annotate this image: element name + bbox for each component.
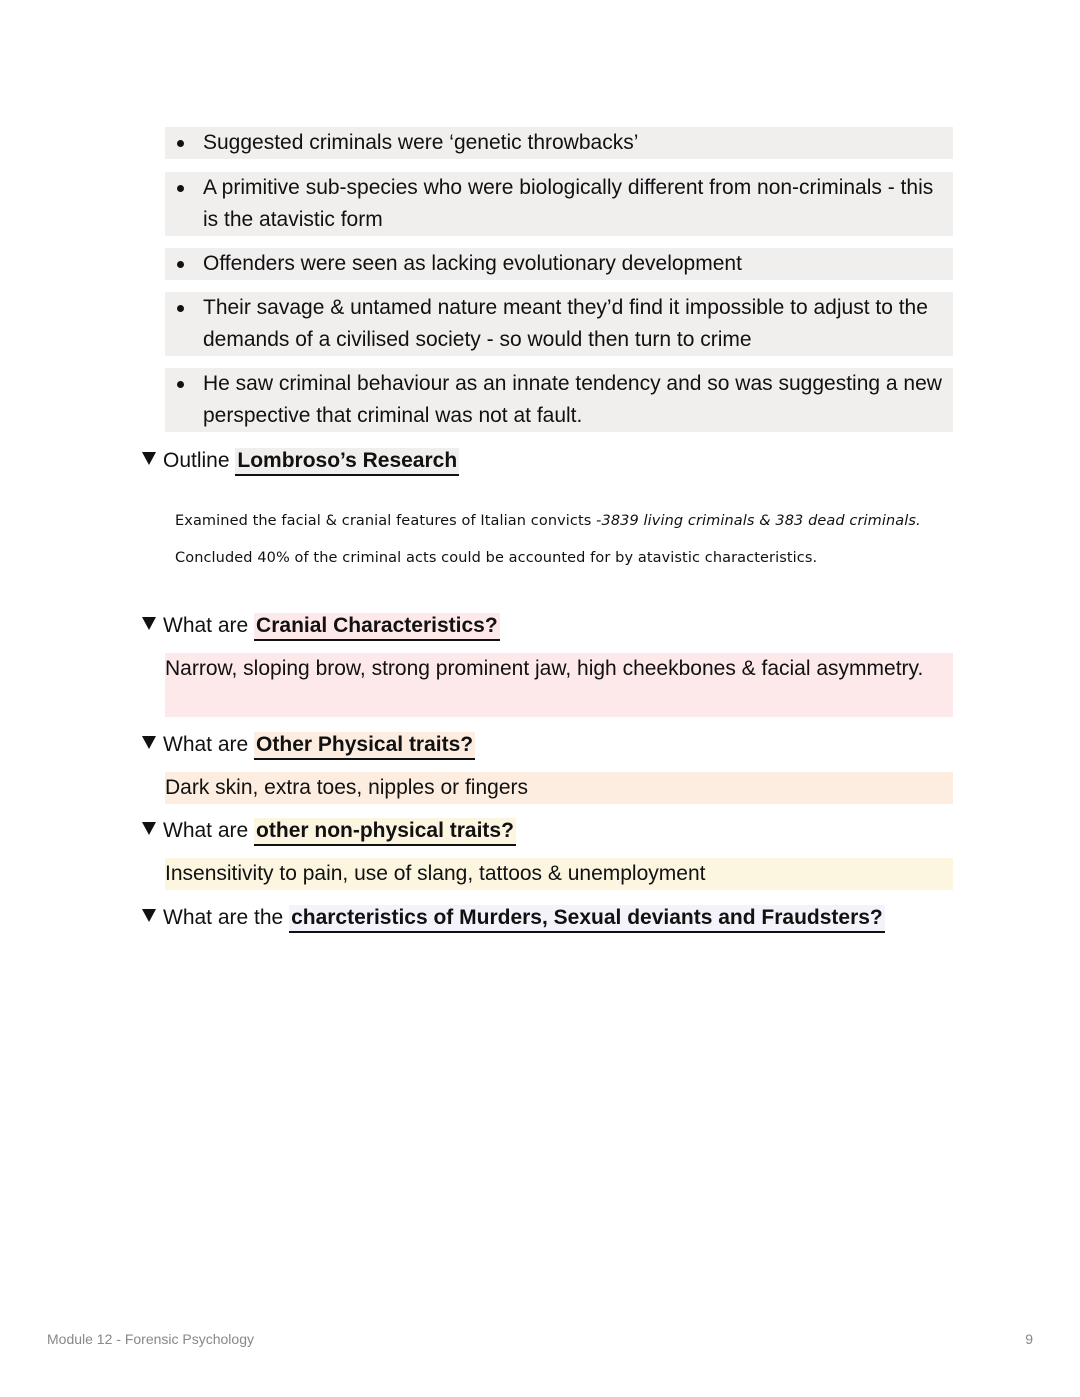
research-text-plain: Examined the facial & cranial features of Italian convicts -	[175, 513, 602, 529]
toggle-triangle-icon[interactable]	[142, 909, 156, 922]
research-line-2: Concluded 40% of the criminal acts could be accounted for by atavistic characteristics.	[175, 550, 818, 566]
toggle-highlight: other non-physical traits?	[254, 818, 516, 846]
toggle-offender-characteristics[interactable]	[142, 903, 885, 933]
bullet-item	[165, 127, 953, 159]
toggle-triangle-icon[interactable]	[142, 617, 156, 630]
bullet-dot-icon	[177, 140, 184, 147]
research-line-1	[175, 513, 921, 529]
bullet-dot-icon	[177, 185, 184, 192]
toggle-triangle-icon[interactable]	[142, 736, 156, 749]
bullet-text: A primitive sub-species who were biologically different from non-criminals - this is the atavistic form	[203, 176, 934, 231]
bullet-text: Suggested criminals were ‘genetic throwbacks’	[203, 131, 639, 154]
toggle-triangle-icon[interactable]	[142, 452, 156, 465]
toggle-cranial-characteristics[interactable]	[142, 611, 500, 641]
bullet-text: Offenders were seen as lacking evolutionary development	[203, 252, 742, 275]
bullet-dot-icon	[177, 261, 184, 268]
toggle-highlight: charcteristics of Murders, Sexual deviants and Fraudsters?	[289, 905, 885, 933]
bullet-item	[165, 248, 953, 280]
bullet-text: He saw criminal behaviour as an innate tendency and so was suggesting a new perspective that criminal was not at fault.	[203, 372, 942, 427]
toggle-highlight: Lombroso’s Research	[235, 448, 459, 476]
research-text-italic: 3839 living criminals & 383 dead criminals.	[601, 513, 921, 529]
toggle-prefix: Outline	[163, 449, 236, 472]
bullet-dot-icon	[177, 305, 184, 312]
bullet-item	[165, 172, 953, 236]
footer-module-title: Module 12 - Forensic Psychology	[47, 1331, 254, 1347]
footer-page-number: 9	[1025, 1331, 1033, 1347]
bullet-text: Their savage & untamed nature meant they’d find it impossible to adjust to the demands of a civilised society - so would then turn to crime	[203, 296, 928, 351]
toggle-prefix: What are the	[163, 906, 290, 929]
toggle-triangle-icon[interactable]	[142, 822, 156, 835]
toggle-prefix: What are	[163, 614, 255, 637]
toggle-prefix: What are	[163, 733, 255, 756]
toggle-non-physical-traits[interactable]	[142, 816, 516, 846]
answer-non-physical: Insensitivity to pain, use of slang, tattoos & unemployment	[165, 858, 953, 890]
answer-physical: Dark skin, extra toes, nipples or fingers	[165, 772, 953, 804]
toggle-lombroso-research[interactable]	[142, 446, 459, 476]
answer-cranial: Narrow, sloping brow, strong prominent jaw, high cheekbones & facial asymmetry.	[165, 653, 953, 717]
bullet-dot-icon	[177, 381, 184, 388]
toggle-highlight: Cranial Characteristics?	[254, 613, 500, 641]
toggle-highlight: Other Physical traits?	[254, 732, 475, 760]
toggle-prefix: What are	[163, 819, 255, 842]
bullet-item	[165, 368, 953, 432]
toggle-other-physical-traits[interactable]	[142, 730, 475, 760]
bullet-item	[165, 292, 953, 356]
